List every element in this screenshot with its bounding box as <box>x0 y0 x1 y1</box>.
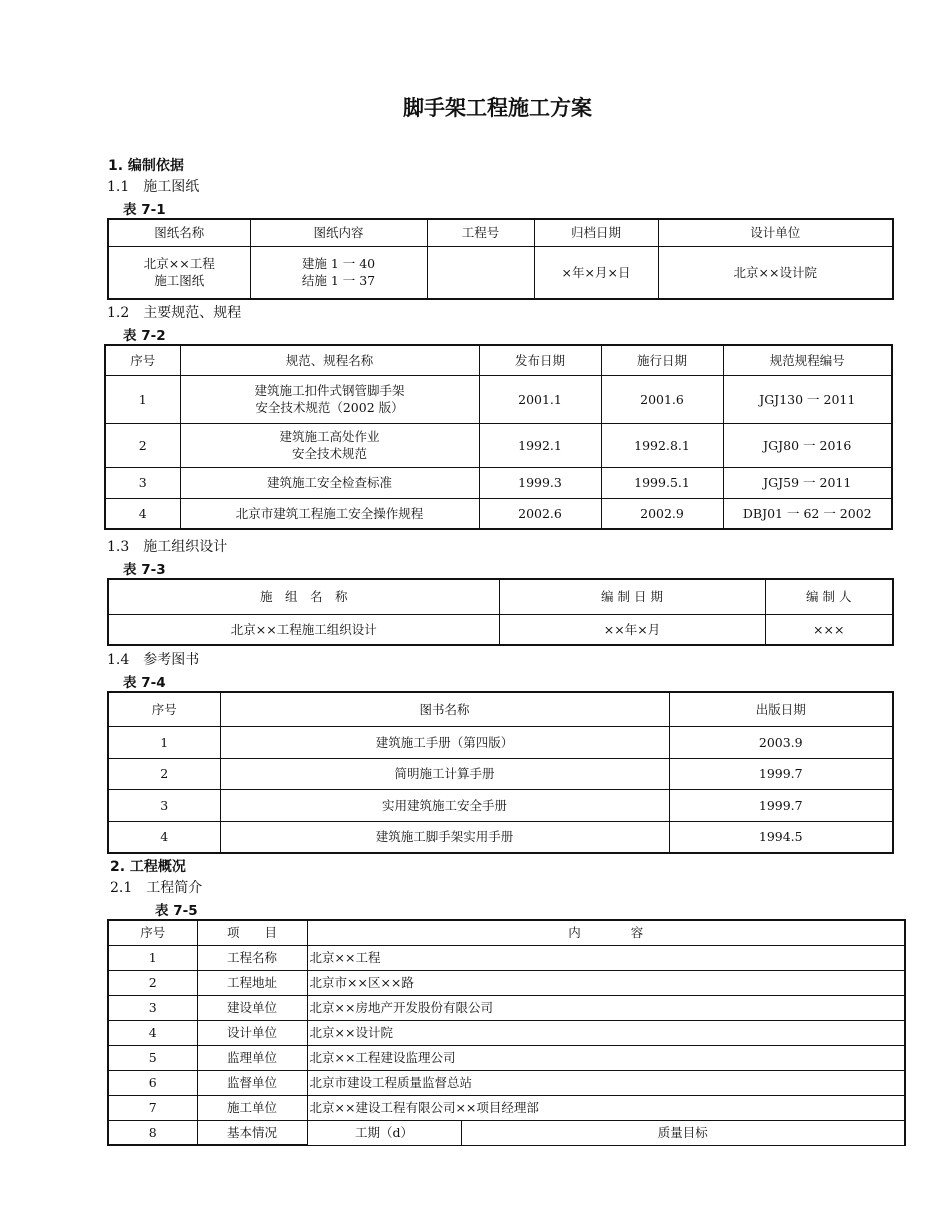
subsection-1-2: 1.2 主要规范、规程 <box>107 305 242 321</box>
table-row <box>105 467 892 498</box>
t1-header-project-no: 工程号 <box>427 219 534 246</box>
t5-cell-no: 1 <box>108 945 197 970</box>
t5-cell-content: 北京××房地产开发股份有限公司 <box>307 995 905 1020</box>
table-row <box>108 1095 905 1120</box>
t5-cell-no: 5 <box>108 1045 197 1070</box>
t2-cell-eff: 2002.9 <box>601 498 723 529</box>
table-7-2-caption: 表 7-2 <box>123 328 166 344</box>
t4-cell-no: 2 <box>108 758 220 789</box>
t2-cell-code: JGJ59 一 2011 <box>723 467 892 498</box>
section-2-heading: 2. 工程概况 <box>110 859 186 875</box>
t4-header-date: 出版日期 <box>669 692 893 726</box>
table-7-4-caption: 表 7-4 <box>123 675 166 691</box>
t1-cell-unit: 北京××设计院 <box>658 246 893 299</box>
t5-cell-no: 3 <box>108 995 197 1020</box>
t4-cell-date: 2003.9 <box>669 726 893 758</box>
t2-header-eff: 施行日期 <box>601 345 723 375</box>
t5-cell-duration: 工期（d） <box>307 1120 461 1145</box>
t1-cell-content: 建施 1 一 40 结施 1 一 37 <box>250 246 427 299</box>
t2-cell-pub: 2001.1 <box>479 375 601 423</box>
t5-cell-item: 监理单位 <box>197 1045 307 1070</box>
table-row <box>108 821 893 853</box>
t4-cell-name: 简明施工计算手册 <box>220 758 669 789</box>
t1-cell-project-no <box>427 246 534 299</box>
t2-cell-pub: 1999.3 <box>479 467 601 498</box>
t1-cell-date: ×年×月×日 <box>534 246 658 299</box>
t4-header-no: 序号 <box>108 692 220 726</box>
t1-header-unit: 设计单位 <box>658 219 893 246</box>
t5-cell-no: 6 <box>108 1070 197 1095</box>
t5-cell-item: 建设单位 <box>197 995 307 1020</box>
t5-cell-no: 8 <box>108 1120 197 1145</box>
t5-cell-content: 北京××工程建设监理公司 <box>307 1045 905 1070</box>
t2-header-pub: 发布日期 <box>479 345 601 375</box>
table-row <box>108 970 905 995</box>
subsection-1-4: 1.4 参考图书 <box>107 652 200 668</box>
table-7-1 <box>107 218 894 300</box>
t2-cell-eff: 1992.8.1 <box>601 423 723 467</box>
t2-cell-name: 建筑施工扣件式钢管脚手架 安全技术规范（2002 版） <box>180 375 479 423</box>
t4-cell-no: 3 <box>108 789 220 821</box>
t3-cell-name: 北京××工程施工组织设计 <box>108 614 499 645</box>
t2-cell-no: 2 <box>105 423 180 467</box>
t4-cell-date: 1999.7 <box>669 758 893 789</box>
t4-cell-no: 1 <box>108 726 220 758</box>
table-row <box>108 995 905 1020</box>
t4-cell-date: 1999.7 <box>669 789 893 821</box>
section-1-heading: 1. 编制依据 <box>108 158 184 174</box>
t5-cell-quality-target: 质量目标 <box>461 1120 905 1145</box>
t1-header-content: 图纸内容 <box>250 219 427 246</box>
t2-cell-code: JGJ130 一 2011 <box>723 375 892 423</box>
t2-cell-pub: 1992.1 <box>479 423 601 467</box>
table-row <box>108 789 893 821</box>
t5-cell-content: 北京市××区××路 <box>307 970 905 995</box>
t4-header-name: 图书名称 <box>220 692 669 726</box>
t5-header-no: 序号 <box>108 920 197 945</box>
t2-cell-eff: 2001.6 <box>601 375 723 423</box>
t2-cell-code: JGJ80 一 2016 <box>723 423 892 467</box>
t5-cell-item: 工程名称 <box>197 945 307 970</box>
table-7-3-caption: 表 7-3 <box>123 562 166 578</box>
t4-cell-name: 建筑施工手册（第四版） <box>220 726 669 758</box>
t2-header-no: 序号 <box>105 345 180 375</box>
table-row <box>105 498 892 529</box>
t2-cell-name: 建筑施工安全检查标准 <box>180 467 479 498</box>
t5-cell-item: 监督单位 <box>197 1070 307 1095</box>
t5-header-content: 内 容 <box>307 920 905 945</box>
t2-cell-pub: 2002.6 <box>479 498 601 529</box>
t5-cell-content: 北京××设计院 <box>307 1020 905 1045</box>
t2-cell-eff: 1999.5.1 <box>601 467 723 498</box>
t2-cell-no: 3 <box>105 467 180 498</box>
t2-header-code: 规范规程编号 <box>723 345 892 375</box>
t4-cell-name: 实用建筑施工安全手册 <box>220 789 669 821</box>
t2-header-name: 规范、规程名称 <box>180 345 479 375</box>
table-7-2 <box>104 344 893 530</box>
table-row <box>105 423 892 467</box>
t5-cell-no: 7 <box>108 1095 197 1120</box>
table-row <box>108 1120 905 1145</box>
table-row <box>108 758 893 789</box>
t5-cell-content: 北京市建设工程质量监督总站 <box>307 1070 905 1095</box>
t3-cell-author: ××× <box>765 614 893 645</box>
t1-cell-name: 北京××工程 施工图纸 <box>108 246 250 299</box>
t5-cell-item: 施工单位 <box>197 1095 307 1120</box>
table-7-1-caption: 表 7-1 <box>123 202 166 218</box>
t3-cell-date: ××年×月 <box>499 614 765 645</box>
subsection-1-1: 1.1 施工图纸 <box>107 179 200 195</box>
t3-header-name: 施 组 名 称 <box>108 579 499 614</box>
t2-cell-name: 建筑施工高处作业 安全技术规范 <box>180 423 479 467</box>
t3-header-author: 编 制 人 <box>765 579 893 614</box>
t1-header-name: 图纸名称 <box>108 219 250 246</box>
t2-cell-name: 北京市建筑工程施工安全操作规程 <box>180 498 479 529</box>
table-7-4 <box>107 691 894 854</box>
t5-header-item: 项 目 <box>197 920 307 945</box>
table-row <box>108 1070 905 1095</box>
t5-cell-no: 4 <box>108 1020 197 1045</box>
table-7-5 <box>107 919 906 1146</box>
t5-cell-no: 2 <box>108 970 197 995</box>
subsection-1-3: 1.3 施工组织设计 <box>107 539 228 555</box>
t5-cell-content: 北京××工程 <box>307 945 905 970</box>
t2-cell-code: DBJ01 一 62 一 2002 <box>723 498 892 529</box>
document-title: 脚手架工程施工方案 <box>403 96 592 120</box>
t5-cell-item: 工程地址 <box>197 970 307 995</box>
table-row <box>108 945 905 970</box>
table-7-5-caption: 表 7-5 <box>155 903 198 919</box>
table-row <box>108 726 893 758</box>
table-row <box>105 375 892 423</box>
t2-cell-no: 4 <box>105 498 180 529</box>
t5-cell-item: 基本情况 <box>197 1120 307 1145</box>
t4-cell-date: 1994.5 <box>669 821 893 853</box>
t4-cell-no: 4 <box>108 821 220 853</box>
table-7-3 <box>107 578 894 646</box>
t4-cell-name: 建筑施工脚手架实用手册 <box>220 821 669 853</box>
t5-cell-item: 设计单位 <box>197 1020 307 1045</box>
table-row <box>108 1045 905 1070</box>
subsection-2-1: 2.1 工程简介 <box>110 880 203 896</box>
t1-header-date: 归档日期 <box>534 219 658 246</box>
table-row <box>108 1020 905 1045</box>
t5-cell-content: 北京××建设工程有限公司××项目经理部 <box>307 1095 905 1120</box>
t3-header-date: 编 制 日 期 <box>499 579 765 614</box>
t2-cell-no: 1 <box>105 375 180 423</box>
